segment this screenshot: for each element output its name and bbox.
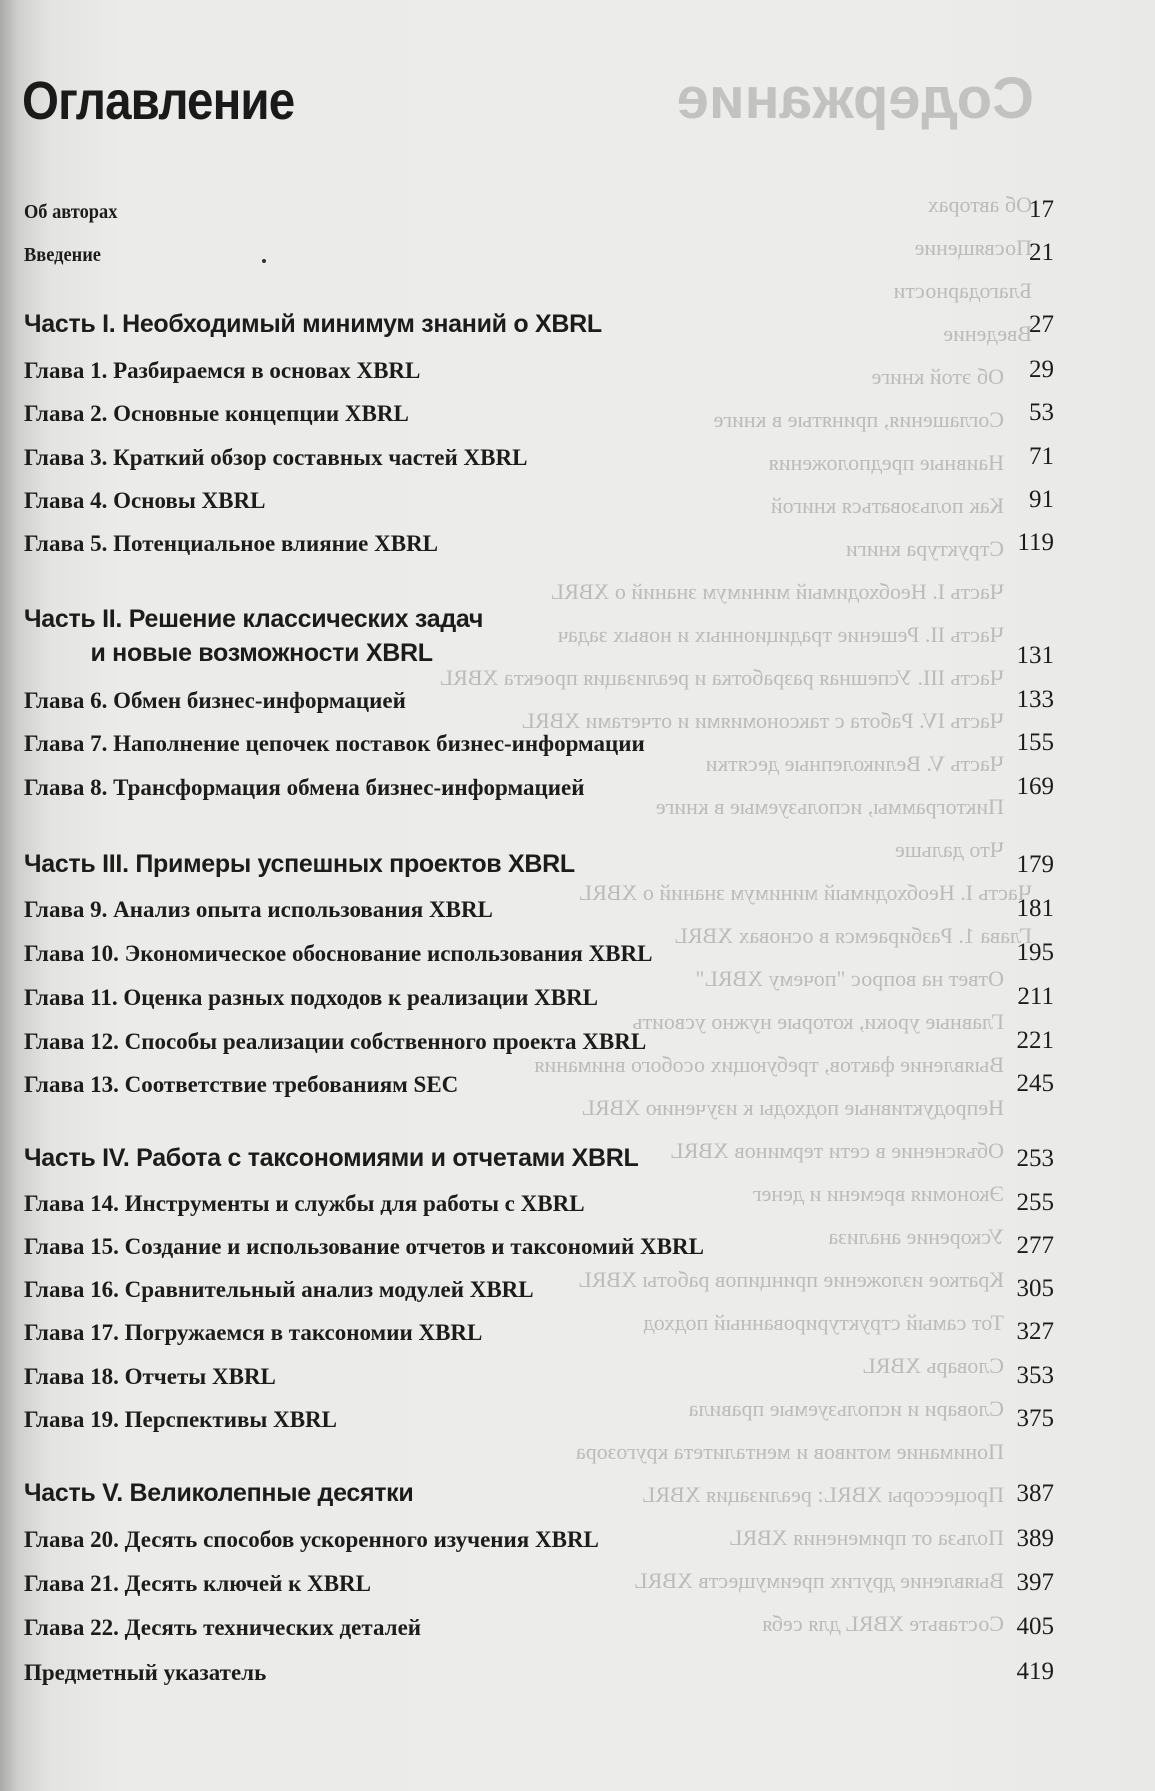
toc-part — [24, 305, 1054, 345]
toc-entry-label: Глава 6. Обмен бизнес-информацией — [24, 688, 406, 713]
toc-entry — [24, 233, 1054, 273]
toc-page-number: 211 — [1017, 983, 1054, 1010]
toc-entry-label: Введение — [24, 244, 101, 266]
toc-entry-label: Глава 21. Десять ключей к XBRL — [24, 1571, 372, 1596]
toc-entry — [24, 437, 1054, 477]
show-through-line: Тот самый структурированный подход — [643, 1310, 1004, 1335]
show-through-line: Благодарности — [893, 278, 1032, 303]
toc-entry — [24, 1652, 1054, 1692]
show-through-line: Объяснение в сети терминов XBRL — [670, 1138, 1004, 1163]
toc-part — [24, 1139, 1054, 1179]
toc-entry — [24, 1226, 1054, 1266]
toc-page-number: 405 — [1016, 1613, 1054, 1640]
toc-entry — [24, 680, 1054, 720]
toc-part-label: Часть I. Необходимый минимум знаний о XBRL — [24, 310, 602, 338]
toc-page-number: 305 — [1016, 1275, 1054, 1302]
toc-entry-label: Глава 3. Краткий обзор составных частей XBRL — [24, 445, 528, 470]
toc-entry — [24, 1356, 1054, 1396]
toc-page-number: 389 — [1016, 1525, 1054, 1552]
toc-entry-label: Глава 4. Основы XBRL — [24, 488, 266, 513]
toc-entry — [24, 1607, 1054, 1647]
show-through-line: Ускорение анализа — [828, 1224, 1004, 1249]
show-through-line: Часть V. Великолепные десятки — [705, 751, 1004, 776]
toc-entry-label: Об авторах — [24, 201, 118, 223]
toc-entry-label: Глава 18. Отчеты XBRL — [24, 1364, 276, 1389]
show-through-line: Составьте XBRL для себя — [762, 1611, 1004, 1636]
toc-page-number: 91 — [1029, 486, 1054, 513]
toc-page-number: 17 — [1029, 196, 1054, 223]
show-through-line: Процессоры XBRL: реализация XBRL — [641, 1482, 1004, 1507]
toc-page-number: 375 — [1016, 1405, 1054, 1432]
toc-page-number: 155 — [1016, 729, 1054, 756]
show-through-line: Словарь XBRL — [862, 1353, 1004, 1378]
toc-page-number: 255 — [1016, 1189, 1054, 1216]
toc-page-number: 131 — [1016, 642, 1054, 669]
toc-page-number: 221 — [1016, 1027, 1054, 1054]
toc-entry — [24, 1021, 1054, 1061]
toc-page-number: 195 — [1016, 939, 1054, 966]
show-through-line: Введение — [943, 321, 1032, 346]
toc-entry — [24, 889, 1054, 929]
toc-entry — [24, 767, 1054, 807]
toc-entry-label: Глава 12. Способы реализации собственного проекта XBRL — [24, 1029, 647, 1054]
toc-entry — [24, 1563, 1054, 1603]
show-through-heading: Содержание — [676, 66, 1034, 131]
toc-page-number: 277 — [1016, 1232, 1054, 1259]
toc-page-number: 327 — [1016, 1318, 1054, 1345]
show-through-line: Наивные предположения — [768, 450, 1004, 475]
toc-entry-label: Глава 7. Наполнение цепочек поставок бизнес-информации — [24, 731, 645, 756]
toc-page-number: 119 — [1017, 529, 1054, 556]
show-through-line: Главные уроки, которые нужно усвоить — [632, 1009, 1004, 1034]
toc-entry — [24, 190, 1054, 230]
show-through-line: Непродуктивные подходы к изучению XBRL — [581, 1095, 1004, 1120]
toc-entry-label: Глава 11. Оценка разных подходов к реализации XBRL — [24, 985, 599, 1010]
show-through-line: Часть III. Успешная разработка и реализация проекта XBRL — [439, 665, 1004, 690]
toc-entry — [24, 1312, 1054, 1352]
show-through-line: Структура книги — [846, 536, 1004, 561]
show-through-line: Соглашения, принятые в книге — [713, 407, 1004, 432]
toc-entry — [24, 1399, 1054, 1439]
toc-page-number: 27 — [1029, 311, 1054, 338]
toc-entry — [24, 523, 1054, 563]
toc-entry-label: Глава 8. Трансформация обмена бизнес-информацией — [24, 775, 585, 800]
toc-entry — [24, 723, 1054, 763]
toc-entry — [24, 1269, 1054, 1309]
show-through-line: Понимание мотивов и менталитета кругозора — [576, 1439, 1004, 1464]
toc-part — [24, 604, 1054, 676]
toc-entry-label: Глава 14. Инструменты и службы для работы с XBRL — [24, 1191, 585, 1216]
toc-entry — [24, 933, 1054, 973]
toc-part-label: Часть IV. Работа с таксономиями и отчетами XBRL — [24, 1144, 639, 1172]
show-through-line: Об авторах — [927, 192, 1032, 217]
toc-entry-label: Глава 10. Экономическое обоснование использования XBRL — [24, 941, 653, 966]
toc-entry-label: Предметный указатель — [24, 1660, 267, 1685]
toc-page-number: 29 — [1029, 356, 1054, 383]
show-through-line: Краткое изложение принципов работы XBRL — [578, 1267, 1004, 1292]
show-through-line: Глава 1. Разбираемся в основах XBRL — [674, 923, 1032, 948]
show-through-line: Как пользоваться книгой — [770, 493, 1004, 518]
toc-part-label: Часть II. Решение классических задач и новые возможности XBRL — [24, 605, 484, 667]
show-through-line: Выявление других преимуществ XBRL — [634, 1568, 1004, 1593]
show-through-line: Часть I. Необходимый минимум знаний о XBRL — [550, 579, 1004, 604]
toc-entry-label: Глава 17. Погружаемся в таксономии XBRL — [24, 1320, 483, 1345]
toc-entry-label: Глава 1. Разбираемся в основах XBRL — [24, 358, 421, 383]
show-through-line: Что дальше — [895, 837, 1004, 862]
toc-page-number: 253 — [1016, 1145, 1054, 1172]
show-through-line: Выявление фактов, требующих особого внимания — [534, 1052, 1004, 1077]
toc-part — [24, 1474, 1054, 1514]
toc-entry-label: Глава 2. Основные концепции XBRL — [24, 401, 409, 426]
toc-part — [24, 845, 1054, 885]
show-through-line: Ответ на вопрос "почему XBRL" — [695, 966, 1004, 991]
show-through-line: Словари и используемые правила — [688, 1396, 1004, 1421]
show-through-line: Посвящение — [914, 235, 1032, 260]
toc-entry-label: Глава 20. Десять способов ускоренного изучения XBRL — [24, 1527, 599, 1552]
toc-page-number: 133 — [1016, 686, 1054, 713]
toc-entry — [24, 977, 1054, 1017]
toc-entry-label: Глава 16. Сравнительный анализ модулей XBRL — [24, 1277, 534, 1302]
toc-entry — [24, 393, 1054, 433]
show-through-line: Экономия времени и денег — [752, 1181, 1004, 1206]
toc-page-number: 169 — [1016, 773, 1054, 800]
toc-entry — [24, 1519, 1054, 1559]
toc-entry — [24, 1064, 1054, 1104]
toc-entry-label: Глава 15. Создание и использование отчетов и таксономий XBRL — [24, 1234, 704, 1259]
show-through-line: Польза от применения XBRL — [729, 1525, 1004, 1550]
toc-entry-label: Глава 5. Потенциальное влияние XBRL — [24, 531, 439, 556]
toc-entry-label: Глава 9. Анализ опыта использования XBRL — [24, 897, 493, 922]
toc-entry — [24, 480, 1054, 520]
toc-page-number: 419 — [1016, 1658, 1054, 1685]
show-through-line: Часть IV. Работа с таксономиями и отчетами XBRL — [521, 708, 1004, 733]
show-through-line: Пиктограммы, используемые в книге — [655, 794, 1004, 819]
toc-page-number: 53 — [1029, 399, 1054, 426]
toc-page-number: 245 — [1016, 1070, 1054, 1097]
show-through-line: Об этой книге — [871, 364, 1004, 389]
show-through-line: Часть I. Необходимый минимум знаний о XBRL — [578, 880, 1032, 905]
toc-part-label: Часть III. Примеры успешных проектов XBRL — [24, 850, 575, 878]
toc-page-number: 21 — [1029, 239, 1054, 266]
toc-entry-label: Глава 19. Перспективы XBRL — [24, 1407, 338, 1432]
toc-page-number: 387 — [1016, 1480, 1054, 1507]
toc-entry — [24, 350, 1054, 390]
toc-entry-label: Глава 22. Десять технических деталей — [24, 1615, 422, 1640]
toc-page-number: 181 — [1016, 895, 1054, 922]
toc-part-label: Часть V. Великолепные десятки — [24, 1479, 414, 1507]
toc-page-number: 397 — [1016, 1569, 1054, 1596]
toc-page-number: 353 — [1016, 1362, 1054, 1389]
show-through-line: Часть II. Решение традиционных и новых задач — [557, 622, 1004, 647]
toc-page-number: 179 — [1016, 851, 1054, 878]
toc-page-number: 71 — [1029, 443, 1054, 470]
page-title: Оглавление — [22, 71, 295, 131]
toc-entry — [24, 1183, 1054, 1223]
toc-entry-label: Глава 13. Соответствие требованиям SEC — [24, 1072, 459, 1097]
